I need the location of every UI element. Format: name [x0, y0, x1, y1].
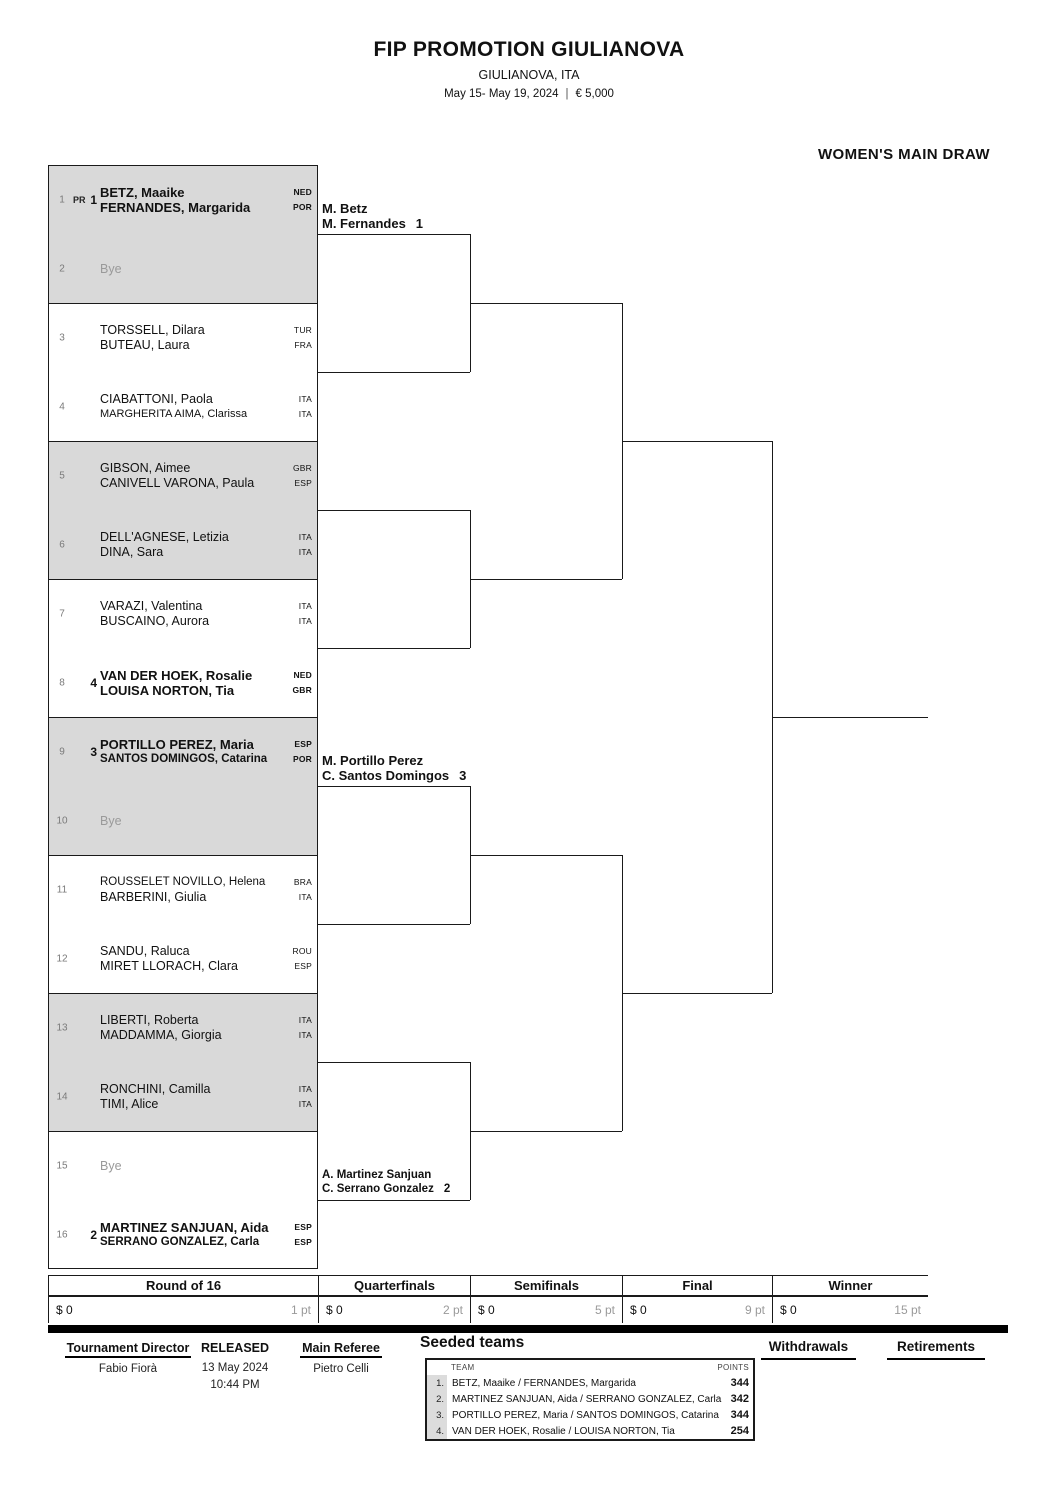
seed-points: 344 [730, 1377, 749, 1389]
player-name: DINA, Sara [100, 545, 164, 559]
position-number: 7 [59, 608, 65, 619]
position-number: 4 [59, 401, 65, 412]
draw-slot-12 [48, 924, 318, 993]
team-names [100, 668, 312, 698]
player-name: MADDAMMA, Giorgia [100, 1028, 222, 1042]
player-name: GIBSON, Aimee [100, 461, 191, 475]
team-names [100, 530, 312, 560]
player-name: BARBERINI, Giulia [100, 890, 207, 904]
position-number: 11 [56, 884, 68, 895]
position-number: 16 [56, 1229, 68, 1240]
position-number: 13 [56, 1022, 68, 1033]
withdrawals-label: Withdrawals [761, 1339, 856, 1360]
team-names [100, 392, 312, 422]
country-code: NED [293, 670, 312, 680]
country-code: ITA [298, 1099, 312, 1109]
bracket-line [318, 648, 470, 649]
country-code: ITA [298, 394, 312, 404]
team-names [100, 1082, 312, 1112]
seed-number: 3 [90, 744, 97, 759]
position-number: 14 [56, 1091, 68, 1102]
player-name: TIMI, Alice [100, 1097, 159, 1111]
draw-slot-3 [48, 303, 318, 372]
country-code: ITA [298, 1030, 312, 1040]
winner-label-qf3: M. Portillo Perez C. Santos Domingos 3 [322, 753, 467, 783]
player-name: SERRANO GONZALEZ, Carla [100, 1236, 260, 1248]
team-names [100, 944, 312, 974]
seed-team: MARTINEZ SANJUAN, Aida / SERRANO GONZALEZ, Carla [452, 1393, 722, 1405]
released-date: 13 May 2024 [201, 1362, 269, 1374]
draw-slot-8 [48, 648, 318, 717]
team-names [100, 599, 312, 629]
player-name: CANIVELL VARONA, Paula [100, 476, 255, 490]
country-code: ROU [292, 946, 312, 956]
player-name: BUTEAU, Laura [100, 338, 190, 352]
winner-label-qf1: M. Betz M. Fernandes 1 [322, 201, 424, 231]
position-number: 8 [59, 677, 65, 688]
round-col-qf [318, 1276, 470, 1323]
round-money: $ 0 [326, 1302, 343, 1317]
position-number: 10 [56, 815, 68, 826]
seeded-row [427, 1423, 753, 1439]
seeded-table-header [427, 1360, 753, 1375]
country-code: TUR [293, 325, 312, 335]
seed-number: 2 [90, 1227, 97, 1242]
player-name: MARGHERITA AIMA, Clarissa [100, 408, 248, 420]
player-name: MIRET LLORACH, Clara [100, 959, 238, 973]
draw-slot-6 [48, 510, 318, 579]
seeded-teams-title: Seeded teams [420, 1334, 525, 1351]
position-number: 3 [59, 332, 65, 343]
draw-slot-9 [48, 717, 318, 786]
tournament-director-label: Tournament Director [65, 1341, 192, 1358]
country-code: POR [292, 202, 312, 212]
team-names [100, 737, 312, 767]
country-code: GBR [292, 685, 312, 695]
tournament-director-block [58, 1339, 198, 1375]
country-code: ESP [294, 1222, 312, 1232]
team-names [100, 1220, 312, 1250]
position-number: 2 [59, 263, 65, 274]
seed-points: 344 [730, 1409, 749, 1421]
seed-rank: 3. [427, 1407, 447, 1423]
draw-slot-4 [48, 372, 318, 441]
country-code: ITA [298, 409, 312, 419]
bye-label: Bye [100, 813, 122, 828]
country-code: ESP [294, 739, 312, 749]
player-name: ROUSSELET NOVILLO, Helena [100, 876, 266, 888]
winner-seed: 2 [443, 1183, 451, 1195]
tournament-location: GIULIANOVA, ITA [478, 68, 580, 82]
player-name: SANTOS DOMINGOS, Catarina [100, 753, 268, 765]
released-block [185, 1339, 285, 1391]
position-number: 15 [56, 1160, 68, 1171]
prize-money: € 5,000 [575, 88, 614, 100]
draw-slot-13 [48, 993, 318, 1062]
country-code: ESP [294, 478, 312, 488]
round-col-winner [772, 1276, 928, 1323]
bracket-line [772, 717, 928, 718]
round-name: Winner [773, 1276, 928, 1297]
draw-slot-1 [48, 165, 318, 234]
draw-slot-15 [48, 1131, 318, 1200]
round-points: 15 pt [894, 1302, 921, 1317]
country-code: ESP [294, 961, 312, 971]
tournament-title: FIP PROMOTION GIULIANOVA [373, 38, 685, 61]
position-number: 12 [56, 953, 68, 964]
country-code: GBR [292, 463, 312, 473]
bye-label: Bye [100, 1158, 122, 1173]
round-col-sf [470, 1276, 622, 1323]
footer-divider-bar [48, 1325, 1008, 1333]
player-name: SANDU, Raluca [100, 944, 190, 958]
bracket-line [470, 303, 622, 304]
draw-slot-2 [48, 234, 318, 303]
country-code: ITA [298, 601, 312, 611]
country-code: ITA [298, 1015, 312, 1025]
round-name: Final [623, 1276, 772, 1297]
tournament-dates: May 15- May 19, 2024 [444, 88, 559, 100]
round-money: $ 0 [780, 1302, 797, 1317]
seed-points: 342 [730, 1393, 749, 1405]
player-name: PORTILLO PEREZ, Maria [100, 736, 254, 752]
seed-number: 4 [90, 675, 97, 690]
released-time: 10:44 PM [210, 1379, 260, 1391]
tournament-dates-prize [0, 88, 1058, 100]
separator: | [565, 88, 569, 100]
seed-rank: 1. [427, 1375, 447, 1391]
bracket-line [318, 1200, 470, 1201]
player-name: TORSSELL, Dilara [100, 323, 205, 337]
player-name: BETZ, Maaike [100, 184, 185, 200]
player-name: MARTINEZ SANJUAN, Aida [100, 1219, 269, 1235]
bracket-line [318, 924, 470, 925]
round-points: 2 pt [442, 1302, 463, 1317]
country-code: ESP [294, 1237, 312, 1247]
player-name: VAN DER HOEK, Rosalie [100, 667, 253, 683]
country-code: ITA [298, 547, 312, 557]
bracket-line [470, 855, 622, 856]
position-number: 6 [59, 539, 65, 550]
player-name: LOUISA NORTON, Tia [100, 682, 235, 698]
player-name: RONCHINI, Camilla [100, 1082, 211, 1096]
draw-slot-7 [48, 579, 318, 648]
position-number: 5 [59, 470, 65, 481]
bracket-line [470, 579, 622, 580]
player-name: BUSCAINO, Aurora [100, 614, 210, 628]
country-code: FRA [294, 340, 312, 350]
country-code: ITA [298, 892, 312, 902]
bracket-line [622, 993, 772, 994]
round-col-r16 [48, 1276, 318, 1323]
player-name: VARAZI, Valentina [100, 599, 203, 613]
country-code: ITA [298, 616, 312, 626]
winner-label-qf4: A. Martinez Sanjuan C. Serrano Gonzalez 2 [322, 1169, 451, 1195]
bye-label: Bye [100, 261, 122, 276]
draw-slot-11 [48, 855, 318, 924]
seed-points: 254 [730, 1425, 749, 1437]
winner-seed: 3 [459, 768, 467, 783]
team-names [100, 185, 312, 215]
round-money: $ 0 [56, 1302, 73, 1317]
draw-slot-5 [48, 441, 318, 510]
bracket-line [318, 1062, 470, 1063]
seeded-row [427, 1391, 753, 1407]
bracket-line [470, 1131, 622, 1132]
team-names [100, 461, 312, 491]
rounds-table [48, 1275, 928, 1323]
seed-rank: 4. [427, 1423, 447, 1439]
round-name: Round of 16 [49, 1276, 318, 1297]
winner-seed: 1 [415, 216, 424, 231]
country-code: BRA [293, 877, 312, 887]
draw-slot-16 [48, 1200, 318, 1269]
seeded-row [427, 1407, 753, 1423]
round-col-final [622, 1276, 772, 1323]
seed-rank: 2. [427, 1391, 447, 1407]
country-code: POR [292, 754, 312, 764]
seed-team: VAN DER HOEK, Rosalie / LOUISA NORTON, Tia [452, 1425, 675, 1437]
round-points: 9 pt [744, 1302, 765, 1317]
round-points: 5 pt [594, 1302, 615, 1317]
country-code: NED [293, 187, 312, 197]
tournament-director-name: Fabio Fiorà [98, 1363, 158, 1375]
released-label: RELEASED [200, 1341, 270, 1355]
player-name: FERNANDES, Margarida [100, 199, 251, 215]
points-header: POINTS [717, 1363, 749, 1372]
position-number: 9 [59, 746, 65, 757]
seed-team: BETZ, Maaike / FERNANDES, Margarida [452, 1377, 636, 1389]
country-code: ITA [298, 532, 312, 542]
bracket-line [318, 786, 470, 787]
round-points: 1 pt [290, 1302, 311, 1317]
retirements-label: Retirements [887, 1339, 985, 1360]
main-referee-block [284, 1339, 398, 1375]
player-name: CIABATTONI, Paola [100, 392, 213, 406]
draw-slot-14 [48, 1062, 318, 1131]
bracket-line [318, 234, 470, 235]
pr-tag: PR [73, 194, 86, 205]
draw-title: WOMEN'S MAIN DRAW [817, 146, 990, 163]
bracket-line [622, 441, 772, 442]
seeded-teams-table [425, 1358, 755, 1441]
team-names [100, 875, 312, 905]
round-money: $ 0 [630, 1302, 647, 1317]
team-names [100, 323, 312, 353]
seed-number: 1 [90, 192, 97, 207]
country-code: ITA [298, 1084, 312, 1094]
player-name: LIBERTI, Roberta [100, 1013, 199, 1027]
round-money: $ 0 [478, 1302, 495, 1317]
bracket-line [318, 372, 470, 373]
position-number: 1 [59, 194, 65, 205]
draw-slot-10 [48, 786, 318, 855]
seeded-row [427, 1375, 753, 1391]
round-name: Quarterfinals [319, 1276, 470, 1297]
player-name: DELL'AGNESE, Letizia [100, 530, 229, 544]
bracket-line [318, 510, 470, 511]
seed-team: PORTILLO PEREZ, Maria / SANTOS DOMINGOS, Catarina [452, 1409, 719, 1421]
team-header: TEAM [451, 1363, 475, 1372]
round-name: Semifinals [471, 1276, 622, 1297]
team-names [100, 1013, 312, 1043]
main-referee-label: Main Referee [300, 1341, 382, 1358]
main-referee-name: Pietro Celli [313, 1363, 369, 1375]
